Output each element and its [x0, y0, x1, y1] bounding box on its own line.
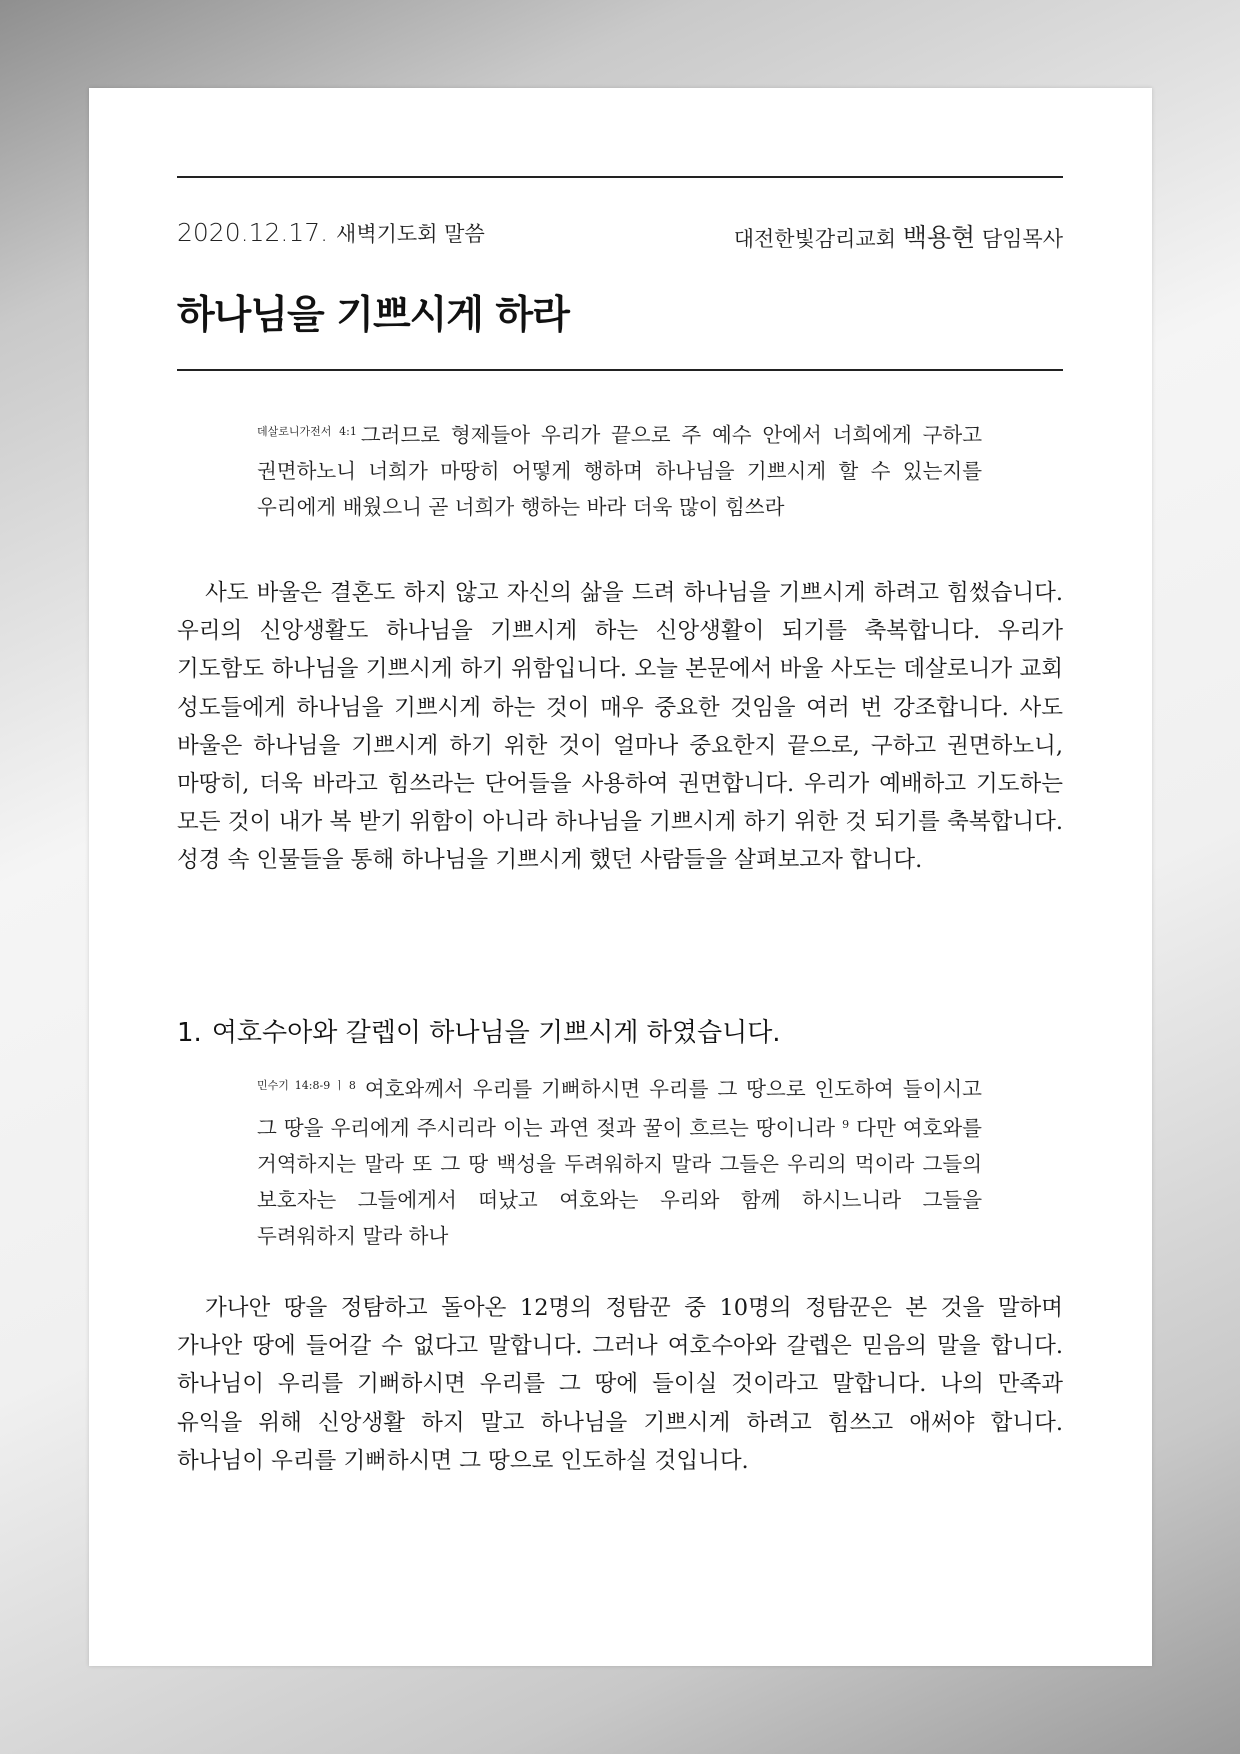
date-line — [177, 218, 485, 248]
sermon-event: 새벽기도회 말씀 — [336, 222, 485, 246]
verse-number: 9 — [842, 1118, 850, 1131]
scripture-reference: 데살로니가전서 4:1 — [257, 425, 357, 438]
section-heading-text: 여호수아와 갈렙이 하나님을 기쁘시게 하였습니다. — [211, 1018, 781, 1048]
document-page — [89, 88, 1152, 1666]
scripture-reference: 민수기 14:8-9 — [257, 1079, 331, 1092]
verse-number: 8 — [348, 1079, 356, 1092]
body-paragraph-2: 가나안 땅을 정탐하고 돌아온 12명의 정탐꾼 중 10명의 정탐꾼은 본 것을 말하며 가나안 땅에 들어갈 수 없다고 말합니다. 그러나 여호수아와 갈렙은 믿음의 말을 합니다. 하나님이 우리를 기뻐하시면 우리를 그 땅에 들이실 것이라고 말합니다. 나의 만족과 유익을 위해 신앙생활 하지 말고 하나님을 기쁘시게 하려고 힘쓰고 애써야 합니다. 하나님이 우리를 기뻐하시면 그 땅으로 인도하실 것입니다. — [177, 1295, 1063, 1474]
scripture-block-2 — [257, 1068, 982, 1254]
church-name: 대전한빛감리교회 — [733, 227, 897, 251]
sermon-title: 하나님을 기쁘시게 하라 — [177, 293, 569, 338]
top-divider — [177, 176, 1063, 178]
section-number: 1. — [177, 1018, 202, 1048]
verse-text: 여호와께서 우리를 기뻐하시면 우리를 그 땅으로 인도하여 들이시고 그 땅을 우리에게 주시리라 이는 과연 젖과 꿀이 흐르는 땅이니라 — [257, 1077, 982, 1140]
bottom-divider — [177, 369, 1063, 371]
sermon-header — [177, 218, 1063, 258]
scripture-text: 그러므로 형제들아 우리가 끝으로 주 예수 안에서 너희에게 구하고 권면하노니 너희가 마땅히 어떻게 행하며 하나님을 기쁘시게 할 수 있는지를 우리에게 배웠으니 곧 너희가 행하는 바라 더욱 많이 힘쓰라 — [257, 423, 982, 519]
sermon-date: 2020.12.17. — [177, 218, 329, 247]
verse-separator: ㅣ — [334, 1079, 345, 1092]
body-paragraph-1: 사도 바울은 결혼도 하지 않고 자신의 삶을 드려 하나님을 기쁘시게 하려고 힘썼습니다. 우리의 신앙생활도 하나님을 기쁘시게 하는 신앙생활이 되기를 축복합니다. 우리가 기도함도 하나님을 기쁘시게 하기 위함입니다. 오늘 본문에서 바울 사도는 데살로니가 교회 성도들에게 하나님을 기쁘시게 하는 것이 매우 중요한 것임을 여러 번 강조합니다. 사도 바울은 하나님을 기쁘시게 하기 위한 것이 얼마나 중요한지 끝으로, 구하고 권면하노니, 마땅히, 더욱 바라고 힘쓰라는 단어들을 사용하여 권면합니다. 우리가 예배하고 기도하는 모든 것이 내가 복 받기 위함이 아니라 하나님을 기쁘시게 하기 위한 것 되기를 축복합니다. 성경 속 인물들을 통해 하나님을 기쁘시게 했던 사람들을 살펴보고자 합니다. — [177, 580, 1063, 874]
verse-text: 다만 여호와를 거역하지는 말라 또 그 땅 백성을 두려워하지 말라 그들은 우리의 먹이라 그들의 보호자는 그들에게서 떠났고 여호와는 우리와 함께 하시느니라 그들을 두려워하지 말라 하나 — [257, 1116, 982, 1248]
pastor-name: 백용현 — [902, 223, 976, 252]
section-heading-1 — [177, 1012, 781, 1049]
church-line — [734, 218, 1063, 254]
scripture-block-1 — [257, 414, 982, 525]
pastor-title: 담임목사 — [981, 227, 1063, 251]
